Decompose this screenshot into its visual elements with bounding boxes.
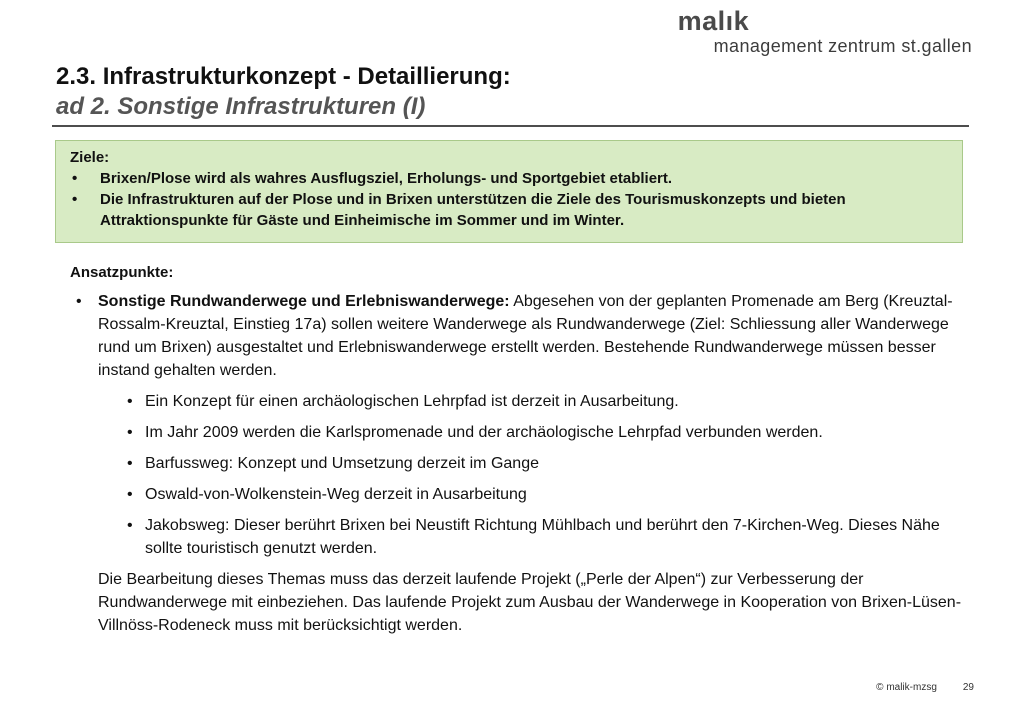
- sub-list-item: • Ein Konzept für einen archäologischen Lehrpfad ist derzeit in Ausarbeitung.: [98, 390, 970, 413]
- footer: [876, 682, 974, 694]
- copyright-text: © malik-mzsg: [876, 682, 937, 693]
- approach-item-text: Abgesehen von der geplanten Promenade am Berg (Kreuztal-Rossalm-Kreuztal, Einstieg 17a) sollen weitere Wanderwege als Rundwanderwege (Ziel: Schliessung aller Wanderwege rund um Brixen) ausgestaltet und Erlebniswanderwege erstellt werden. Bestehende Rundwanderwege müssen besser instand gehalten werden.: [98, 293, 953, 379]
- approach-item-lead: Sonstige Rundwanderwege und Erlebniswanderwege:: [98, 293, 510, 310]
- sub-list-item: • Oswald-von-Wolkenstein-Weg derzeit in Ausarbeitung: [98, 483, 970, 506]
- title-divider: [52, 125, 969, 127]
- goals-list: [70, 168, 948, 231]
- approach-list: [70, 290, 970, 637]
- sub-list-item: • Im Jahr 2009 werden die Karlspromenade und der archäologische Lehrpfad verbunden werden.: [98, 421, 970, 444]
- company-logo: [677, 6, 972, 56]
- goal-item: • Die Infrastrukturen auf der Plose und in Brixen unterstützen die Ziele des Tourismuskonzepts und bieten Attraktionspunkte für Gäste und Einheimische im Sommer und im Winter.: [70, 189, 948, 231]
- sub-list-item: • Jakobsweg: Dieser berührt Brixen bei Neustift Richtung Mühlbach und berührt den 7-Kirchen-Weg. Dieses Nähe sollte touristisch genutzt werden.: [98, 514, 970, 560]
- closing-paragraph: Die Bearbeitung dieses Themas muss das derzeit laufende Projekt („Perle der Alpen“) zur Verbesserung der Rundwanderwege mit einbeziehen. Das laufende Projekt zum Ausbau der Wanderwege in Kooperation von Brixen-Lüsen-Villnöss-Rodeneck muss mit berücksichtigt werden.: [98, 571, 962, 634]
- slide-title: 2.3. Infrastrukturkonzept - Detaillierung:: [56, 63, 511, 90]
- sub-list-item: • Barfussweg: Konzept und Umsetzung derzeit im Gange: [98, 452, 970, 475]
- approach-sub-list: [98, 390, 970, 560]
- goal-item: • Brixen/Plose wird als wahres Ausflugsziel, Erholungs- und Sportgebiet etabliert.: [70, 168, 948, 189]
- logo-mark: malık: [677, 6, 750, 36]
- goals-heading: Ziele:: [70, 149, 110, 166]
- logo-tagline: management zentrum st.gallen: [713, 36, 972, 56]
- approach-heading: Ansatzpunkte:: [70, 264, 174, 281]
- slide-subtitle: ad 2. Sonstige Infrastrukturen (I): [56, 93, 426, 120]
- approach-main-item: [70, 290, 970, 637]
- page-number: 29: [962, 682, 974, 693]
- goals-box: [55, 140, 963, 243]
